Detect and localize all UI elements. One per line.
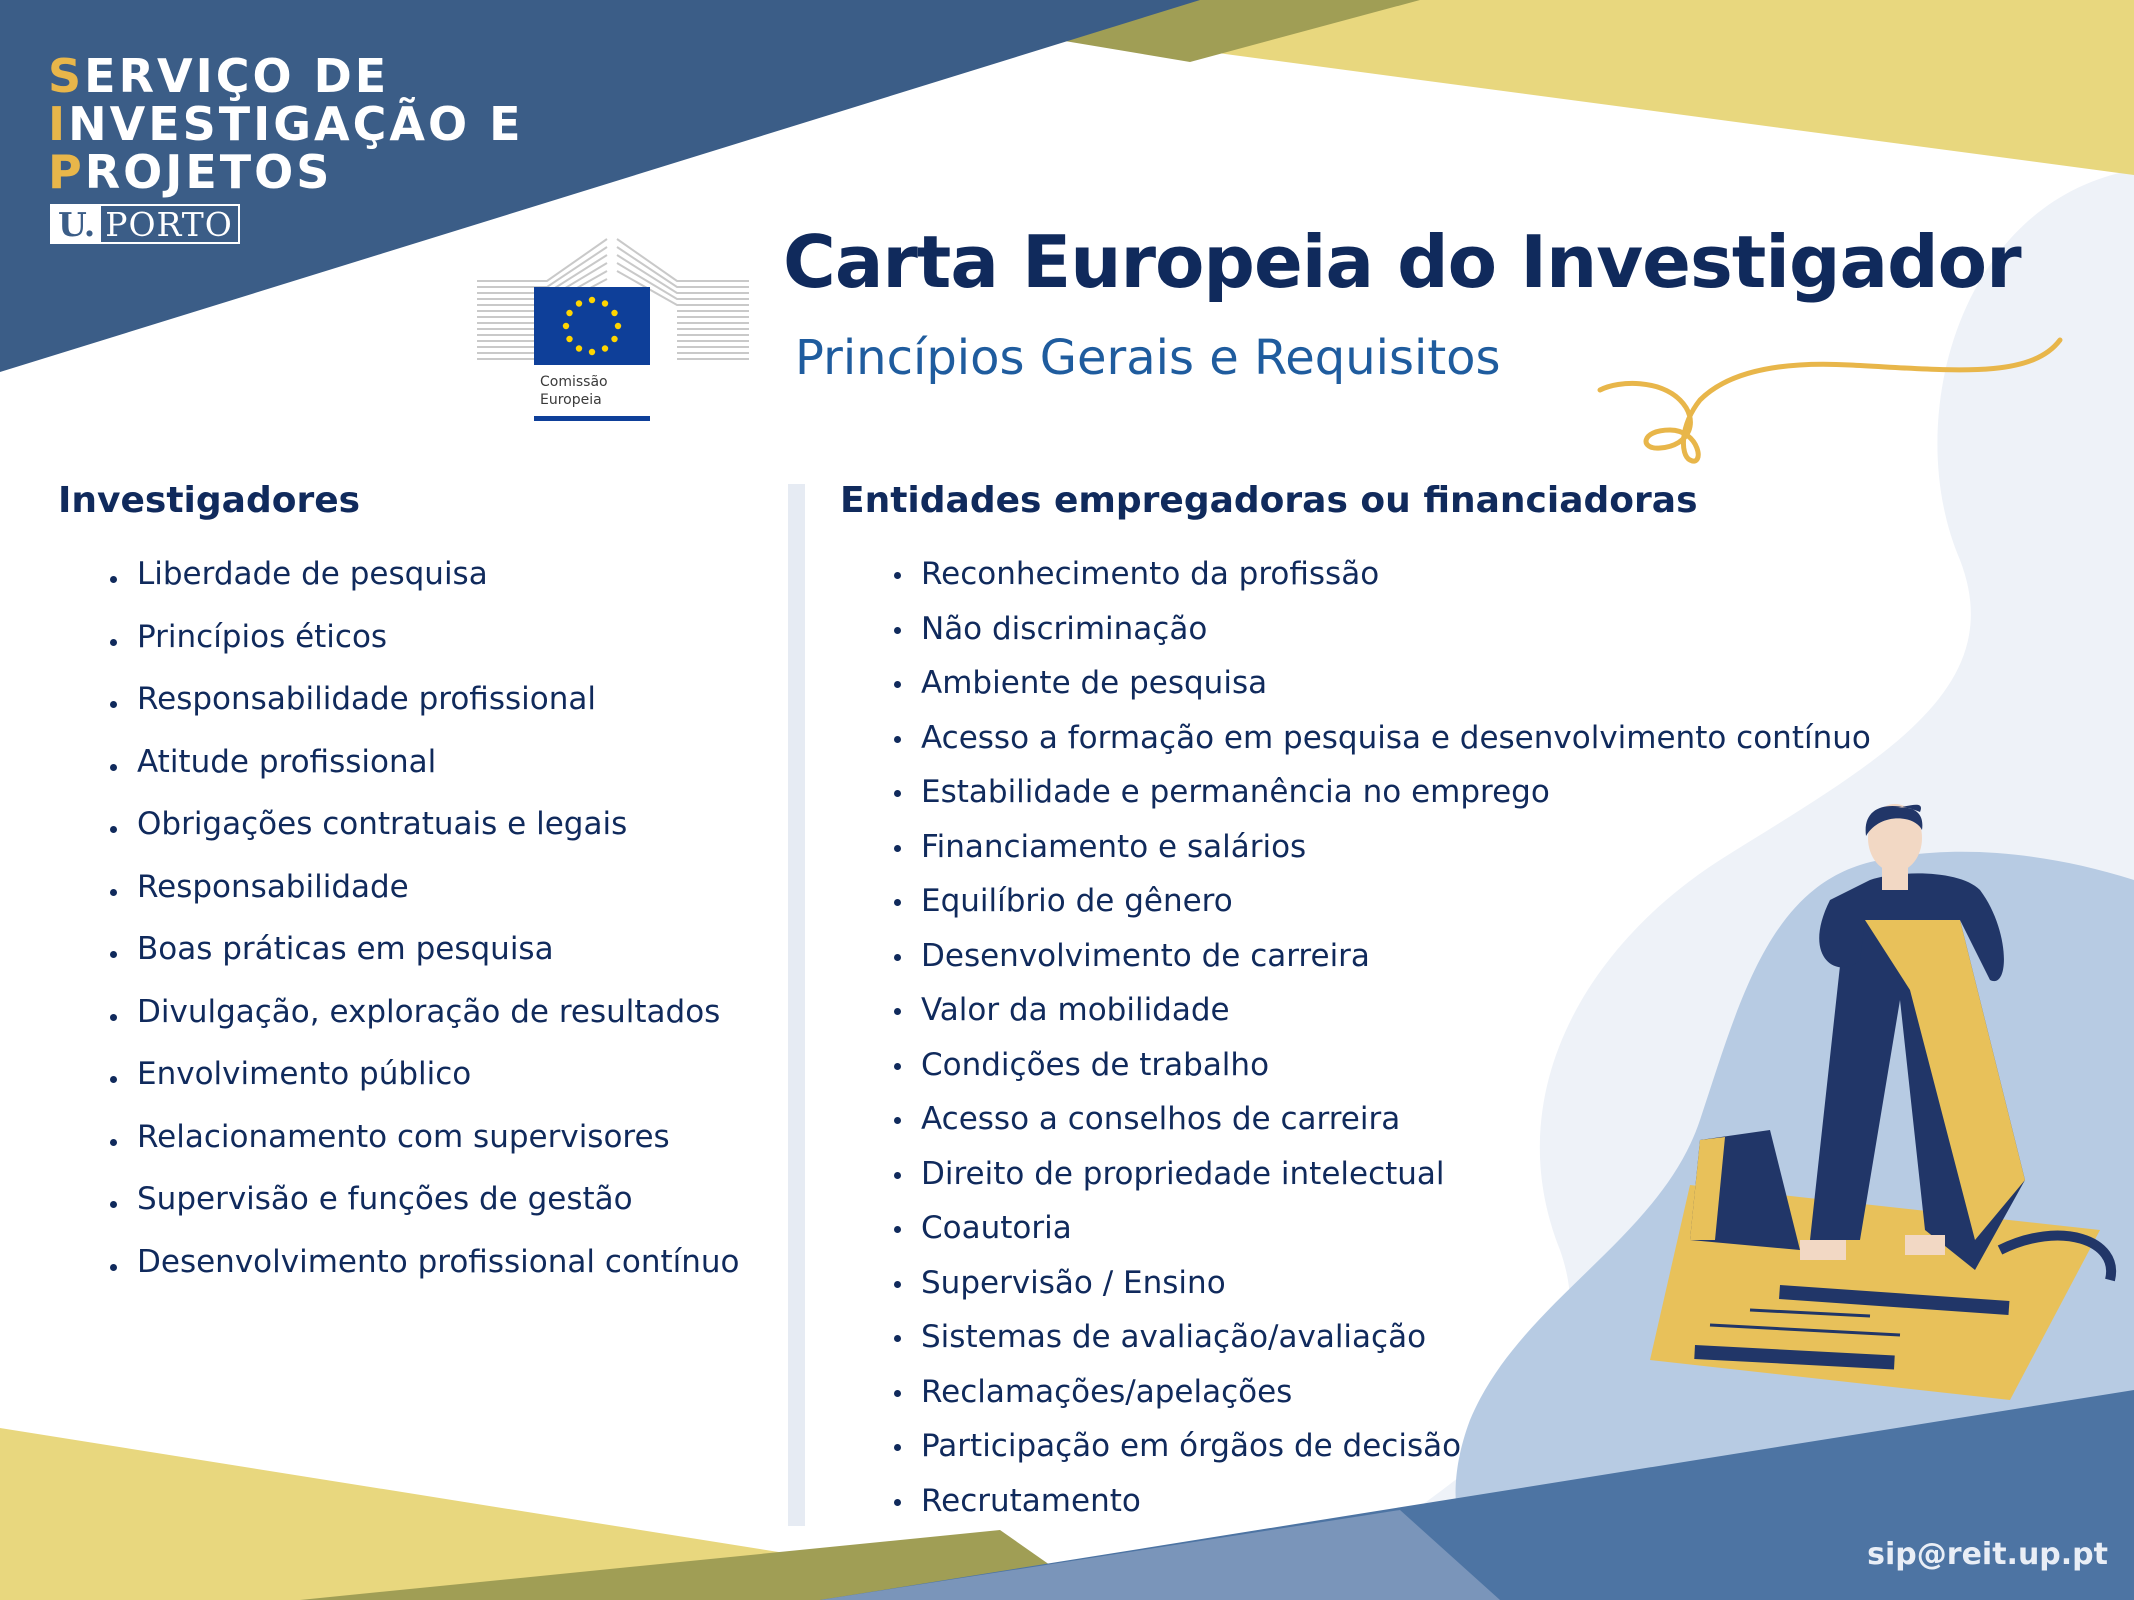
list-item: Responsabilidade profissional bbox=[137, 673, 740, 736]
ec-underline bbox=[534, 416, 650, 421]
list-item: Desenvolvimento profissional contínuo bbox=[137, 1236, 740, 1299]
ec-logo-text: Comissão Europeia bbox=[540, 374, 608, 408]
column-divider bbox=[788, 484, 805, 1526]
list-item: Direito de propriedade intelectual bbox=[921, 1148, 1871, 1203]
list-item: Princípios éticos bbox=[137, 611, 740, 674]
researchers-heading: Investigadores bbox=[58, 480, 361, 521]
list-item: Sistemas de avaliação/avaliação bbox=[921, 1311, 1871, 1366]
list-item: Ambiente de pesquisa bbox=[921, 657, 1871, 712]
logo-line-2: INVESTIGAÇÃO E bbox=[48, 97, 524, 151]
list-item: Equilíbrio de gênero bbox=[921, 875, 1871, 930]
list-item: Envolvimento público bbox=[137, 1048, 740, 1111]
logo-line-1: SERVIÇO DE bbox=[48, 49, 390, 103]
list-item: Acesso a formação em pesquisa e desenvolvimento contínuo bbox=[921, 712, 1871, 767]
list-item: Supervisão / Ensino bbox=[921, 1257, 1871, 1312]
list-item: Desenvolvimento de carreira bbox=[921, 930, 1871, 985]
page-subtitle: Princípios Gerais e Requisitos bbox=[795, 330, 1501, 386]
page-title: Carta Europeia do Investigador bbox=[783, 220, 2021, 304]
uporto-u: U. bbox=[52, 206, 101, 242]
list-item: Liberdade de pesquisa bbox=[137, 548, 740, 611]
list-item: Estabilidade e permanência no emprego bbox=[921, 766, 1871, 821]
list-item: Obrigações contratuais e legais bbox=[137, 798, 740, 861]
list-item: Boas práticas em pesquisa bbox=[137, 923, 740, 986]
list-item: Recrutamento bbox=[921, 1475, 1871, 1530]
list-item: Condições de trabalho bbox=[921, 1039, 1871, 1094]
list-item: Participação em órgãos de decisão bbox=[921, 1420, 1871, 1475]
sip-logo bbox=[48, 49, 524, 199]
ec-logo bbox=[477, 233, 752, 423]
figure-feet-2 bbox=[1905, 1235, 1945, 1255]
list-item: Reclamações/apelações bbox=[921, 1366, 1871, 1421]
list-item: Atitude profissional bbox=[137, 736, 740, 799]
list-item: Divulgação, exploração de resultados bbox=[137, 986, 740, 1049]
list-item: Supervisão e funções de gestão bbox=[137, 1173, 740, 1236]
list-item: Coautoria bbox=[921, 1202, 1871, 1257]
list-item: Valor da mobilidade bbox=[921, 984, 1871, 1039]
list-item: Financiamento e salários bbox=[921, 821, 1871, 876]
list-item: Acesso a conselhos de carreira bbox=[921, 1093, 1871, 1148]
list-item: Relacionamento com supervisores bbox=[137, 1111, 740, 1174]
logo-line-3: PROJETOS bbox=[48, 145, 333, 199]
list-item: Não discriminação bbox=[921, 603, 1871, 658]
list-item: Responsabilidade bbox=[137, 861, 740, 924]
contact-email[interactable]: sip@reit.up.pt bbox=[1867, 1537, 2108, 1572]
list-item: Reconhecimento da profissão bbox=[921, 548, 1871, 603]
researchers-list bbox=[137, 548, 740, 1298]
employers-heading: Entidades empregadoras ou financiadoras bbox=[840, 480, 1698, 521]
employers-list bbox=[921, 548, 1871, 1529]
uporto-logo bbox=[50, 204, 240, 244]
uporto-name: PORTO bbox=[105, 204, 233, 244]
